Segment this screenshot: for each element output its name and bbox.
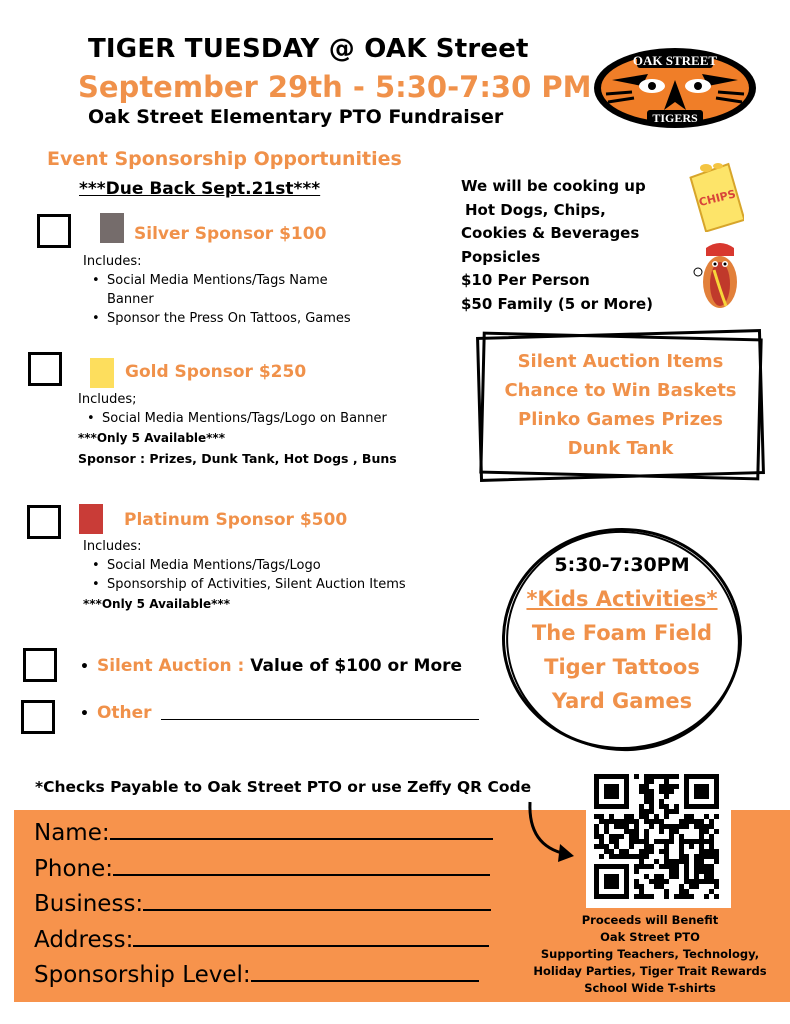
event-title: TIGER TUESDAY @ OAK Street (88, 34, 529, 64)
gold-benefits-list (78, 409, 438, 428)
chips-label: CHIPS (697, 187, 738, 210)
kids-activity: Tiger Tattoos (544, 655, 700, 679)
gold-includes-label: Includes; (78, 392, 137, 407)
zeffy-qr-code[interactable] (586, 768, 731, 908)
auction-items (478, 347, 763, 463)
sponsorship-level-field[interactable] (34, 958, 493, 994)
input-line[interactable] (251, 962, 479, 982)
gold-sponsor-checkbox[interactable] (28, 352, 62, 386)
list-item: • Social Media Mentions/Tags Name Banner (83, 271, 373, 309)
input-line[interactable] (143, 891, 491, 911)
silver-benefits-list (83, 271, 373, 328)
cooking-line: $50 Family (5 or More) (461, 294, 654, 313)
cooking-info (461, 175, 653, 316)
form-label: Sponsorship Level: (34, 962, 251, 988)
auction-line: Plinko Games Prizes (518, 409, 723, 430)
gold-sponsor-items: Sponsor : Prizes, Dunk Tank, Hot Dogs , Buns (78, 451, 397, 466)
gold-availability-note: ***Only 5 Available*** (78, 431, 225, 445)
kids-heading: *Kids Activities* (526, 587, 718, 611)
input-line[interactable] (133, 927, 489, 947)
other-input-line[interactable] (161, 719, 479, 720)
address-field[interactable] (34, 923, 493, 959)
list-item: • Sponsor the Press On Tattoos, Games (83, 309, 373, 328)
silver-sponsor-title: Silver Sponsor $100 (134, 224, 327, 244)
bullet: • (80, 706, 89, 722)
silver-color-swatch (100, 213, 124, 243)
silver-sponsor-checkbox[interactable] (37, 214, 71, 248)
kids-time: 5:30-7:30PM (554, 554, 690, 576)
platinum-benefits-list (83, 556, 443, 594)
proceeds-line: School Wide T-shirts (584, 981, 716, 995)
kids-activity: Yard Games (551, 689, 693, 713)
form-label: Address: (34, 926, 134, 953)
cooking-line: Cookies & Beverages (461, 224, 640, 242)
logo-top-text: OAK STREET (632, 53, 718, 68)
silent-auction-box (478, 333, 763, 478)
platinum-includes-label: Includes: (83, 539, 142, 554)
auction-line: Dunk Tank (567, 438, 674, 459)
form-label: Name: (34, 820, 110, 846)
platinum-sponsor-checkbox[interactable] (27, 505, 61, 539)
curved-arrow-icon (520, 798, 580, 870)
payment-note: *Checks Payable to Oak Street PTO or use Zeffy QR Code (35, 778, 532, 796)
chips-icon (688, 162, 744, 232)
bullet: • (80, 659, 89, 675)
form-label: Phone: (34, 855, 113, 882)
business-field[interactable] (34, 887, 493, 923)
list-item: • Sponsorship of Activities, Silent Auction Items (83, 575, 443, 594)
name-field[interactable] (34, 816, 493, 852)
kids-activities (502, 548, 742, 718)
due-back-date: ***Due Back Sept.21st*** (79, 179, 321, 199)
proceeds-info (528, 912, 772, 997)
event-subtitle: Oak Street Elementary PTO Fundraiser (88, 106, 504, 128)
proceeds-line: Holiday Parties, Tiger Trait Rewards (533, 964, 767, 978)
kids-activity: The Foam Field (531, 621, 713, 645)
cooking-line: We will be cooking up (461, 177, 646, 195)
hot-dog-mascot-icon (690, 240, 750, 312)
tiger-logo (592, 46, 758, 130)
sponsor-form (34, 816, 493, 994)
platinum-sponsor-title: Platinum Sponsor $500 (124, 510, 348, 530)
platinum-color-swatch (79, 504, 103, 534)
list-item: • Social Media Mentions/Tags/Logo on Banner (78, 409, 438, 428)
form-label: Business: (34, 891, 144, 917)
silver-includes-label: Includes: (83, 254, 142, 269)
gold-color-swatch (90, 358, 114, 388)
gold-sponsor-title: Gold Sponsor $250 (125, 362, 307, 382)
sponsorship-section-title: Event Sponsorship Opportunities (47, 148, 402, 170)
kids-activities-circle (502, 528, 742, 750)
other-label: Other (96, 703, 152, 723)
platinum-availability-note: ***Only 5 Available*** (83, 597, 230, 611)
input-line[interactable] (110, 820, 493, 840)
auction-line: Silent Auction Items (517, 351, 724, 372)
silent-auction-checkbox[interactable] (23, 648, 57, 682)
auction-line: Chance to Win Baskets (504, 380, 737, 401)
cooking-line: Hot Dogs, Chips, (465, 200, 606, 219)
proceeds-line: Supporting Teachers, Technology, (540, 947, 760, 961)
silent-auction-label: Silent Auction : (96, 656, 245, 676)
list-item: • Social Media Mentions/Tags/Logo (83, 556, 443, 575)
silent-auction-value: Value of $100 or More (250, 656, 463, 676)
cooking-line: $10 Per Person (461, 271, 590, 289)
proceeds-line: Oak Street PTO (600, 930, 700, 944)
phone-field[interactable] (34, 852, 493, 888)
other-checkbox[interactable] (21, 700, 55, 734)
input-line[interactable] (113, 856, 490, 876)
event-date: September 29th - 5:30-7:30 PM (78, 70, 592, 104)
logo-bottom-text: TIGERS (652, 111, 698, 125)
other-option (80, 703, 152, 723)
silent-auction-option (80, 656, 462, 676)
proceeds-line: Proceeds will Benefit (581, 913, 719, 927)
cooking-line: Popsicles (461, 247, 541, 266)
